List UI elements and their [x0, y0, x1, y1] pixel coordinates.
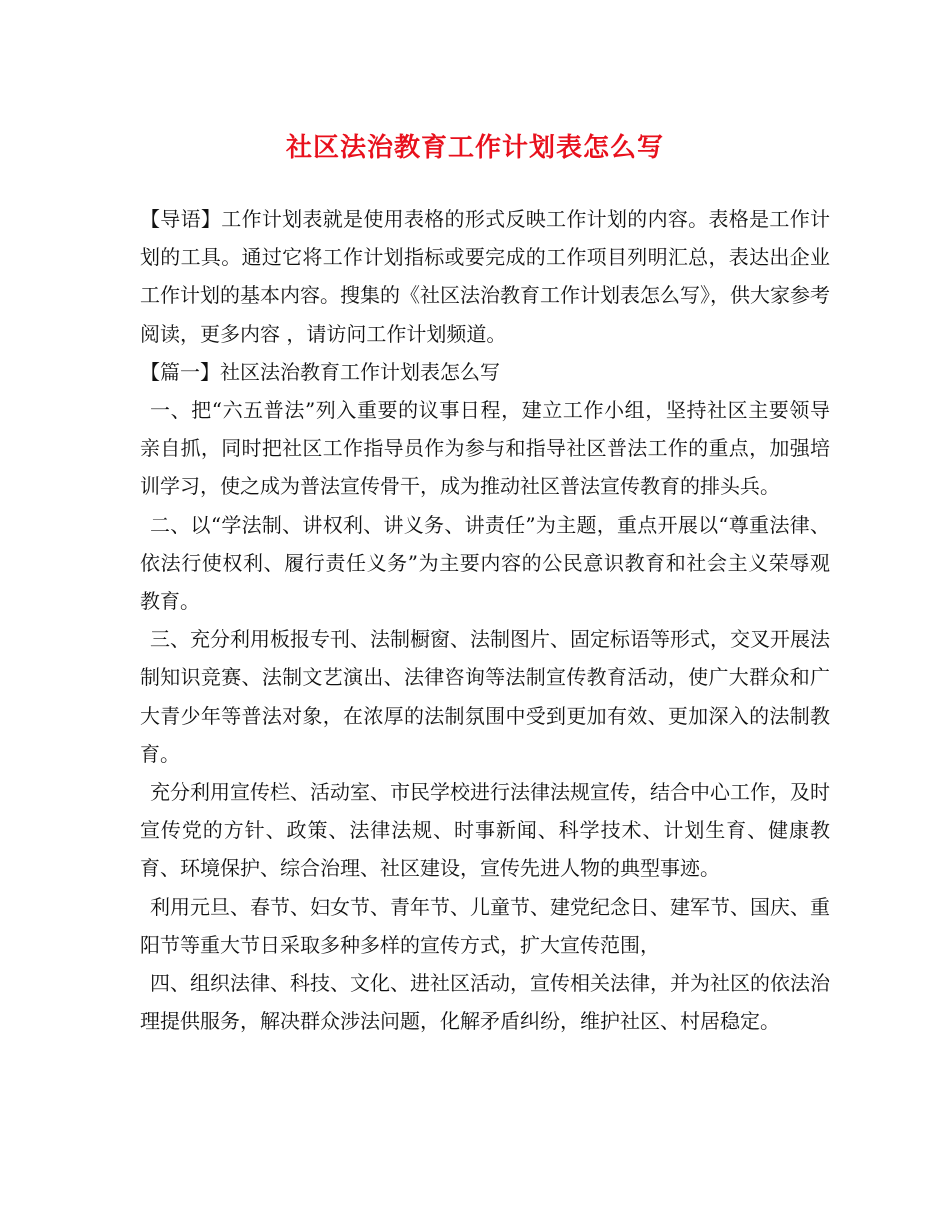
section-heading: 【篇一】社区法治教育工作计划表怎么写 [140, 359, 500, 384]
body-paragraph-6: 四、组织法律、科技、文化、进社区活动，宣传相关法律，并为社区的依法治理提供服务，解决群众涉法问题，化解矛盾纠纷，维护社区、村居稳定。 [140, 971, 830, 1034]
body-paragraph-4: 充分利用宣传栏、活动室、市民学校进行法律法规宣传，结合中心工作，及时宣传党的方针、政策、法律法规、时事新闻、科学技术、计划生育、健康教育、环境保护、综合治理、社区建设，宣传先进人物的典型事迹。 [140, 780, 830, 881]
body-paragraph-5: 利用元旦、春节、妇女节、青年节、儿童节、建党纪念日、建军节、国庆、重阳节等重大节日采取多种多样的宣传方式，扩大宣传范围， [140, 894, 830, 957]
document-body [140, 200, 830, 1040]
intro-paragraph: 【导语】工作计划表就是使用表格的形式反映工作计划的内容。表格是工作计划的工具。通过它将工作计划指标或要完成的工作项目列明汇总，表达出企业工作计划的基本内容。搜集的《社区法治教育工作计划表怎么写》，供大家参考阅读，更多内容 ，请访问工作计划频道。 [140, 207, 830, 346]
document-title: 社区法治教育工作计划表怎么写 [285, 133, 664, 163]
body-paragraph-2: 二、以“学法制、讲权利、讲义务、讲责任”为主题，重点开展以“尊重法律、依法行使权利、履行责任义务”为主要内容的公民意识教育和社会主义荣辱观教育。 [140, 512, 830, 614]
body-paragraph-3: 三、充分利用板报专刊、法制橱窗、法制图片、固定标语等形式，交叉开展法制知识竞赛、法制文艺演出、法律咨询等法制宣传教育活动，使广大群众和广大青少年等普法对象，在浓厚的法制氛围中受到更加有效、更加深入的法制教育。 [140, 627, 830, 766]
body-paragraph-1: 一、把“六五普法”列入重要的议事日程，建立工作小组，坚持社区主要领导亲自抓，同时把社区工作指导员作为参与和指导社区普法工作的重点，加强培训学习，使之成为普法宣传骨干，成为推动社区普法宣传教育的排头兵。 [140, 398, 830, 499]
